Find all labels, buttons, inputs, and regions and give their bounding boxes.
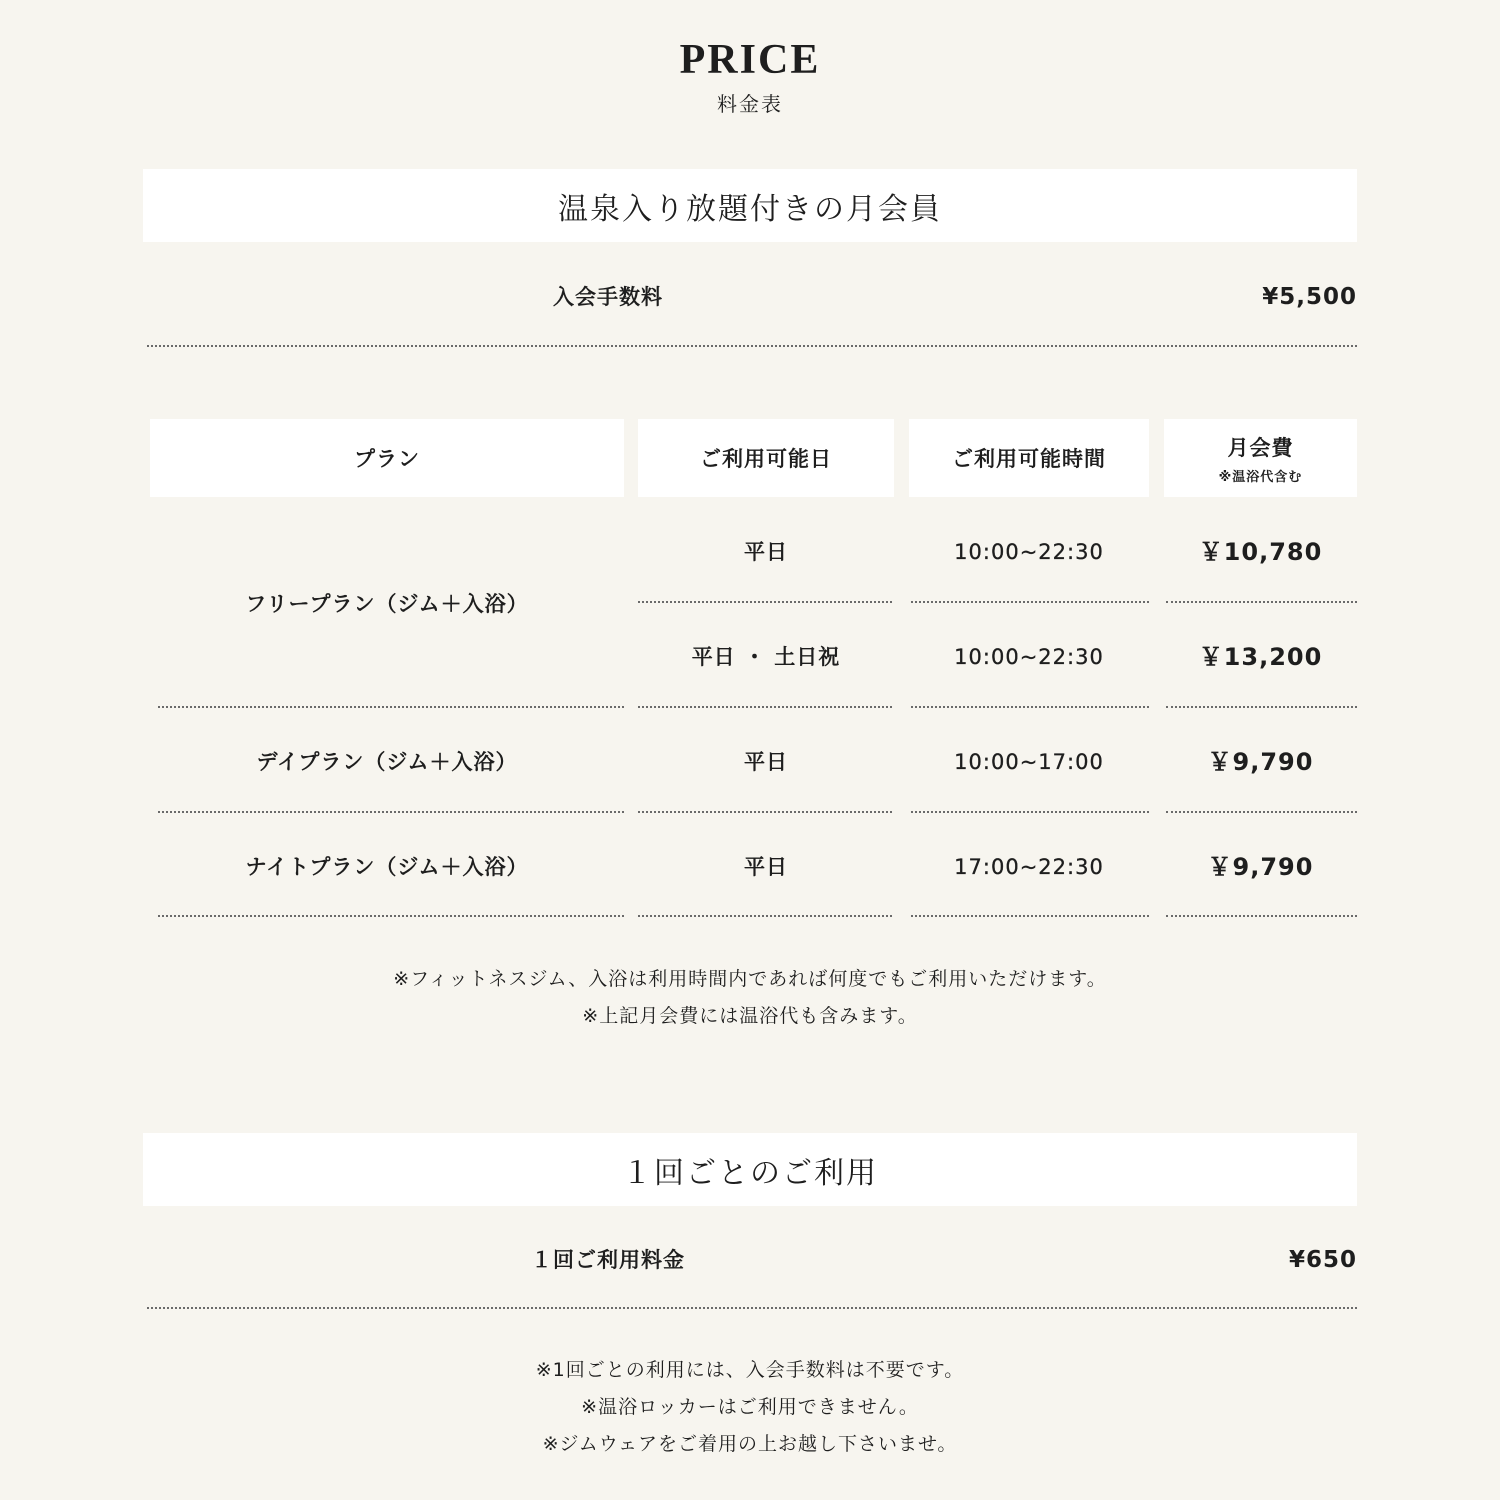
single-section-heading: １回ごとのご利用 (143, 1133, 1357, 1206)
hours-cell: 10:00~22:30 (954, 540, 1104, 564)
single-note: ※温浴ロッカーはご利用できません。 (581, 1396, 919, 1418)
divider (638, 811, 892, 813)
divider (1166, 811, 1357, 813)
single-fee-price: ¥650 (1288, 1247, 1357, 1273)
fee-cell: ￥9,790 (1207, 853, 1314, 881)
divider (1166, 915, 1357, 917)
join-fee-row (143, 277, 1357, 327)
header-days (638, 419, 894, 497)
fee-cell: ￥10,780 (1198, 538, 1323, 566)
divider (158, 706, 624, 708)
divider (911, 601, 1149, 603)
divider (158, 915, 624, 917)
header-hours-label: ご利用可能時間 (952, 447, 1106, 471)
header-fee (1164, 419, 1357, 497)
hours-cell: 10:00~17:00 (954, 750, 1104, 774)
plan-name-day: デイプラン（ジム＋入浴） (256, 750, 518, 774)
join-fee-label: 入会手数料 (553, 285, 663, 309)
days-cell: 平日 ・ 土日祝 (691, 645, 841, 669)
header-hours (909, 419, 1149, 497)
days-cell: 平日 (744, 540, 788, 564)
plan-name-night: ナイトプラン（ジム＋入浴） (245, 855, 529, 879)
header-fee-label: 月会費 (1227, 435, 1294, 460)
divider (158, 811, 624, 813)
monthly-note: ※フィットネスジム、入浴は利用時間内であれば何度でもご利用いただけます。 (393, 968, 1107, 990)
hours-cell: 10:00~22:30 (954, 645, 1104, 669)
divider (638, 706, 892, 708)
page-subtitle: 料金表 (717, 92, 783, 116)
header-fee-note: ※温浴代含む (1218, 469, 1303, 485)
header-plan-label: プラン (354, 447, 420, 471)
divider (147, 345, 1357, 347)
single-note: ※1回ごとの利用には、入会手数料は不要です。 (535, 1359, 965, 1381)
single-fee-label: １回ご利用料金 (531, 1248, 685, 1272)
divider (911, 706, 1149, 708)
header-days-label: ご利用可能日 (700, 447, 832, 471)
fee-cell: ￥9,790 (1207, 748, 1314, 776)
days-cell: 平日 (744, 855, 788, 879)
page-title: PRICE (679, 37, 821, 83)
divider (1166, 706, 1357, 708)
join-fee-price: ¥5,500 (1262, 284, 1357, 310)
single-note: ※ジムウェアをご着用の上お越し下さいませ。 (542, 1433, 958, 1455)
days-cell: 平日 (744, 750, 788, 774)
divider (911, 915, 1149, 917)
plan-name-free: フリープラン（ジム＋入浴） (245, 592, 529, 616)
divider (1166, 601, 1357, 603)
header-plan (150, 419, 624, 497)
divider (638, 601, 892, 603)
fee-cell: ￥13,200 (1198, 643, 1323, 671)
divider (911, 811, 1149, 813)
monthly-note: ※上記月会費には温浴代も含みます。 (582, 1005, 918, 1027)
monthly-section-heading: 温泉入り放題付きの月会員 (143, 169, 1357, 242)
hours-cell: 17:00~22:30 (954, 855, 1104, 879)
divider (638, 915, 892, 917)
single-fee-row (143, 1240, 1357, 1290)
divider (147, 1307, 1357, 1309)
